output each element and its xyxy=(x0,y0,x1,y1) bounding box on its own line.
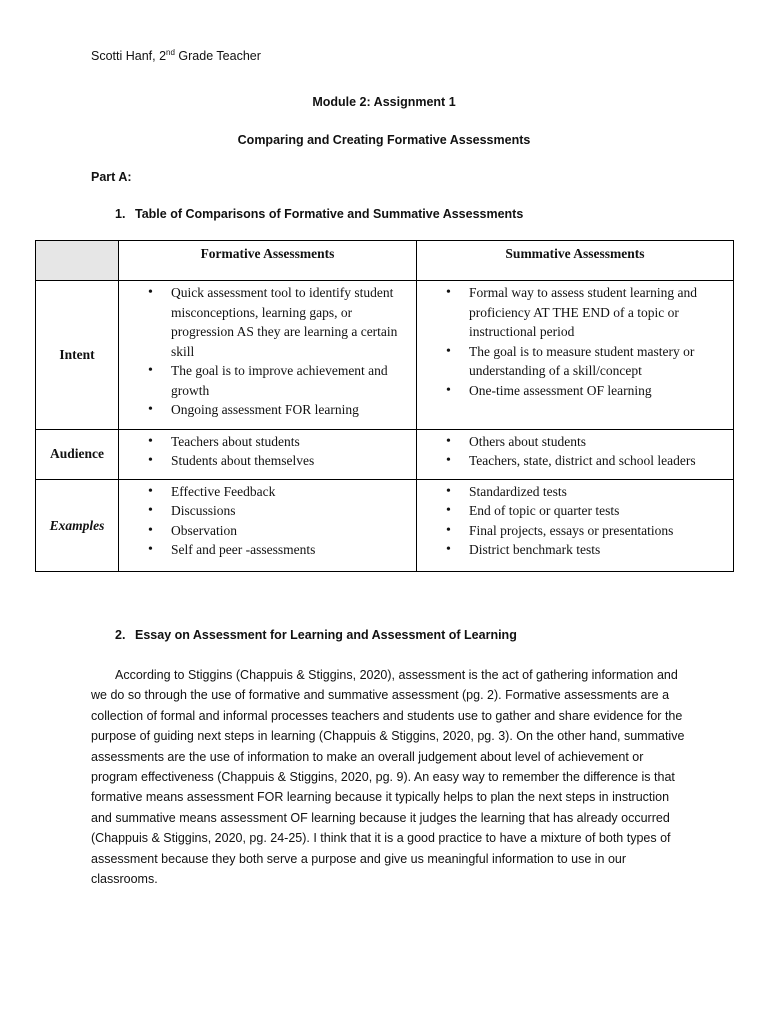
list-item: • Ongoing assessment FOR learning xyxy=(171,400,410,420)
list-item: • Discussions xyxy=(171,501,410,521)
list-item: • Self and peer -assessments xyxy=(171,540,410,560)
list-item: • Final projects, essays or presentations xyxy=(469,521,727,541)
author-name: Scotti Hanf, 2 xyxy=(91,49,167,63)
row-label-audience: Audience xyxy=(36,429,119,479)
section-1-title: Table of Comparisons of Formative and Summative Assessments xyxy=(135,207,524,221)
comparison-table xyxy=(35,240,734,572)
table-row xyxy=(36,479,734,571)
list-item: • End of topic or quarter tests xyxy=(469,501,727,521)
table-corner-cell xyxy=(36,241,119,281)
list-item: • One-time assessment OF learning xyxy=(469,381,727,401)
list-item: • Teachers, state, district and school leaders xyxy=(469,451,727,471)
table-row xyxy=(36,429,734,479)
author-superscript: nd xyxy=(166,48,175,57)
author-line xyxy=(91,48,261,63)
row-label-examples: Examples xyxy=(36,479,119,571)
list-item: • Others about students xyxy=(469,432,727,452)
list-item: • Observation xyxy=(171,521,410,541)
list-item: • Teachers about students xyxy=(171,432,410,452)
list-item: • The goal is to improve achievement and growth xyxy=(171,361,410,400)
examples-formative-cell xyxy=(119,479,417,571)
examples-summative-cell xyxy=(417,479,734,571)
row-label-intent: Intent xyxy=(36,281,119,429)
list-item: • Effective Feedback xyxy=(171,482,410,502)
intent-formative-cell xyxy=(119,281,417,429)
list-item: • Formal way to assess student learning and proficiency AT THE END of a topic or instructional period xyxy=(469,283,727,342)
part-label: Part A: xyxy=(91,170,132,184)
section-2-heading xyxy=(115,628,517,642)
section-2-title: Essay on Assessment for Learning and Assessment of Learning xyxy=(135,628,517,642)
intent-summative-cell xyxy=(417,281,734,429)
list-item: • Standardized tests xyxy=(469,482,727,502)
author-role: Grade Teacher xyxy=(174,49,261,63)
header-formative: Formative Assessments xyxy=(119,241,417,281)
list-item: • Quick assessment tool to identify student misconceptions, learning gaps, or progression AS they are learning a certain skill xyxy=(171,283,410,361)
list-item: • Students about themselves xyxy=(171,451,410,471)
audience-summative-cell xyxy=(417,429,734,479)
list-item: • The goal is to measure student mastery or understanding of a skill/concept xyxy=(469,342,727,381)
page-title: Module 2: Assignment 1 xyxy=(312,95,456,109)
list-item: • District benchmark tests xyxy=(469,540,727,560)
essay-paragraph: According to Stiggins (Chappuis & Stiggins, 2020), assessment is the act of gathering information and we do so through the use of formative and summative assessment (pg. 2). Formative assessments are a collection of formal and informal processes teachers and students use to gather and share evidence for the purpose of guiding next steps in learning (Chappuis & Stiggins, 2020, pg. 3). On the other hand, summative assessments are the use of information to make an overall judgement about level of achievement or program effectiveness (Chappuis & Stiggins, 2020, pg. 9). An easy way to remember the difference is that formative means assessment FOR learning because it typically helps to plan the next steps in instruction and summative means assessment OF learning because it judges the learning that has already occurred (Chappuis & Stiggins, 2020, pg. 24-25). I think that it is a good practice to have a mixture of both types of assessment because they both serve a purpose and give us meaningful information to use in our classrooms. xyxy=(91,668,685,887)
table-row xyxy=(36,281,734,429)
audience-formative-cell xyxy=(119,429,417,479)
section-1-number: 1. xyxy=(115,207,126,221)
header-summative: Summative Assessments xyxy=(417,241,734,281)
section-1-heading xyxy=(115,207,523,221)
section-2-number: 2. xyxy=(115,628,126,642)
essay-body xyxy=(91,665,691,889)
page-subtitle: Comparing and Creating Formative Assessments xyxy=(237,133,531,147)
